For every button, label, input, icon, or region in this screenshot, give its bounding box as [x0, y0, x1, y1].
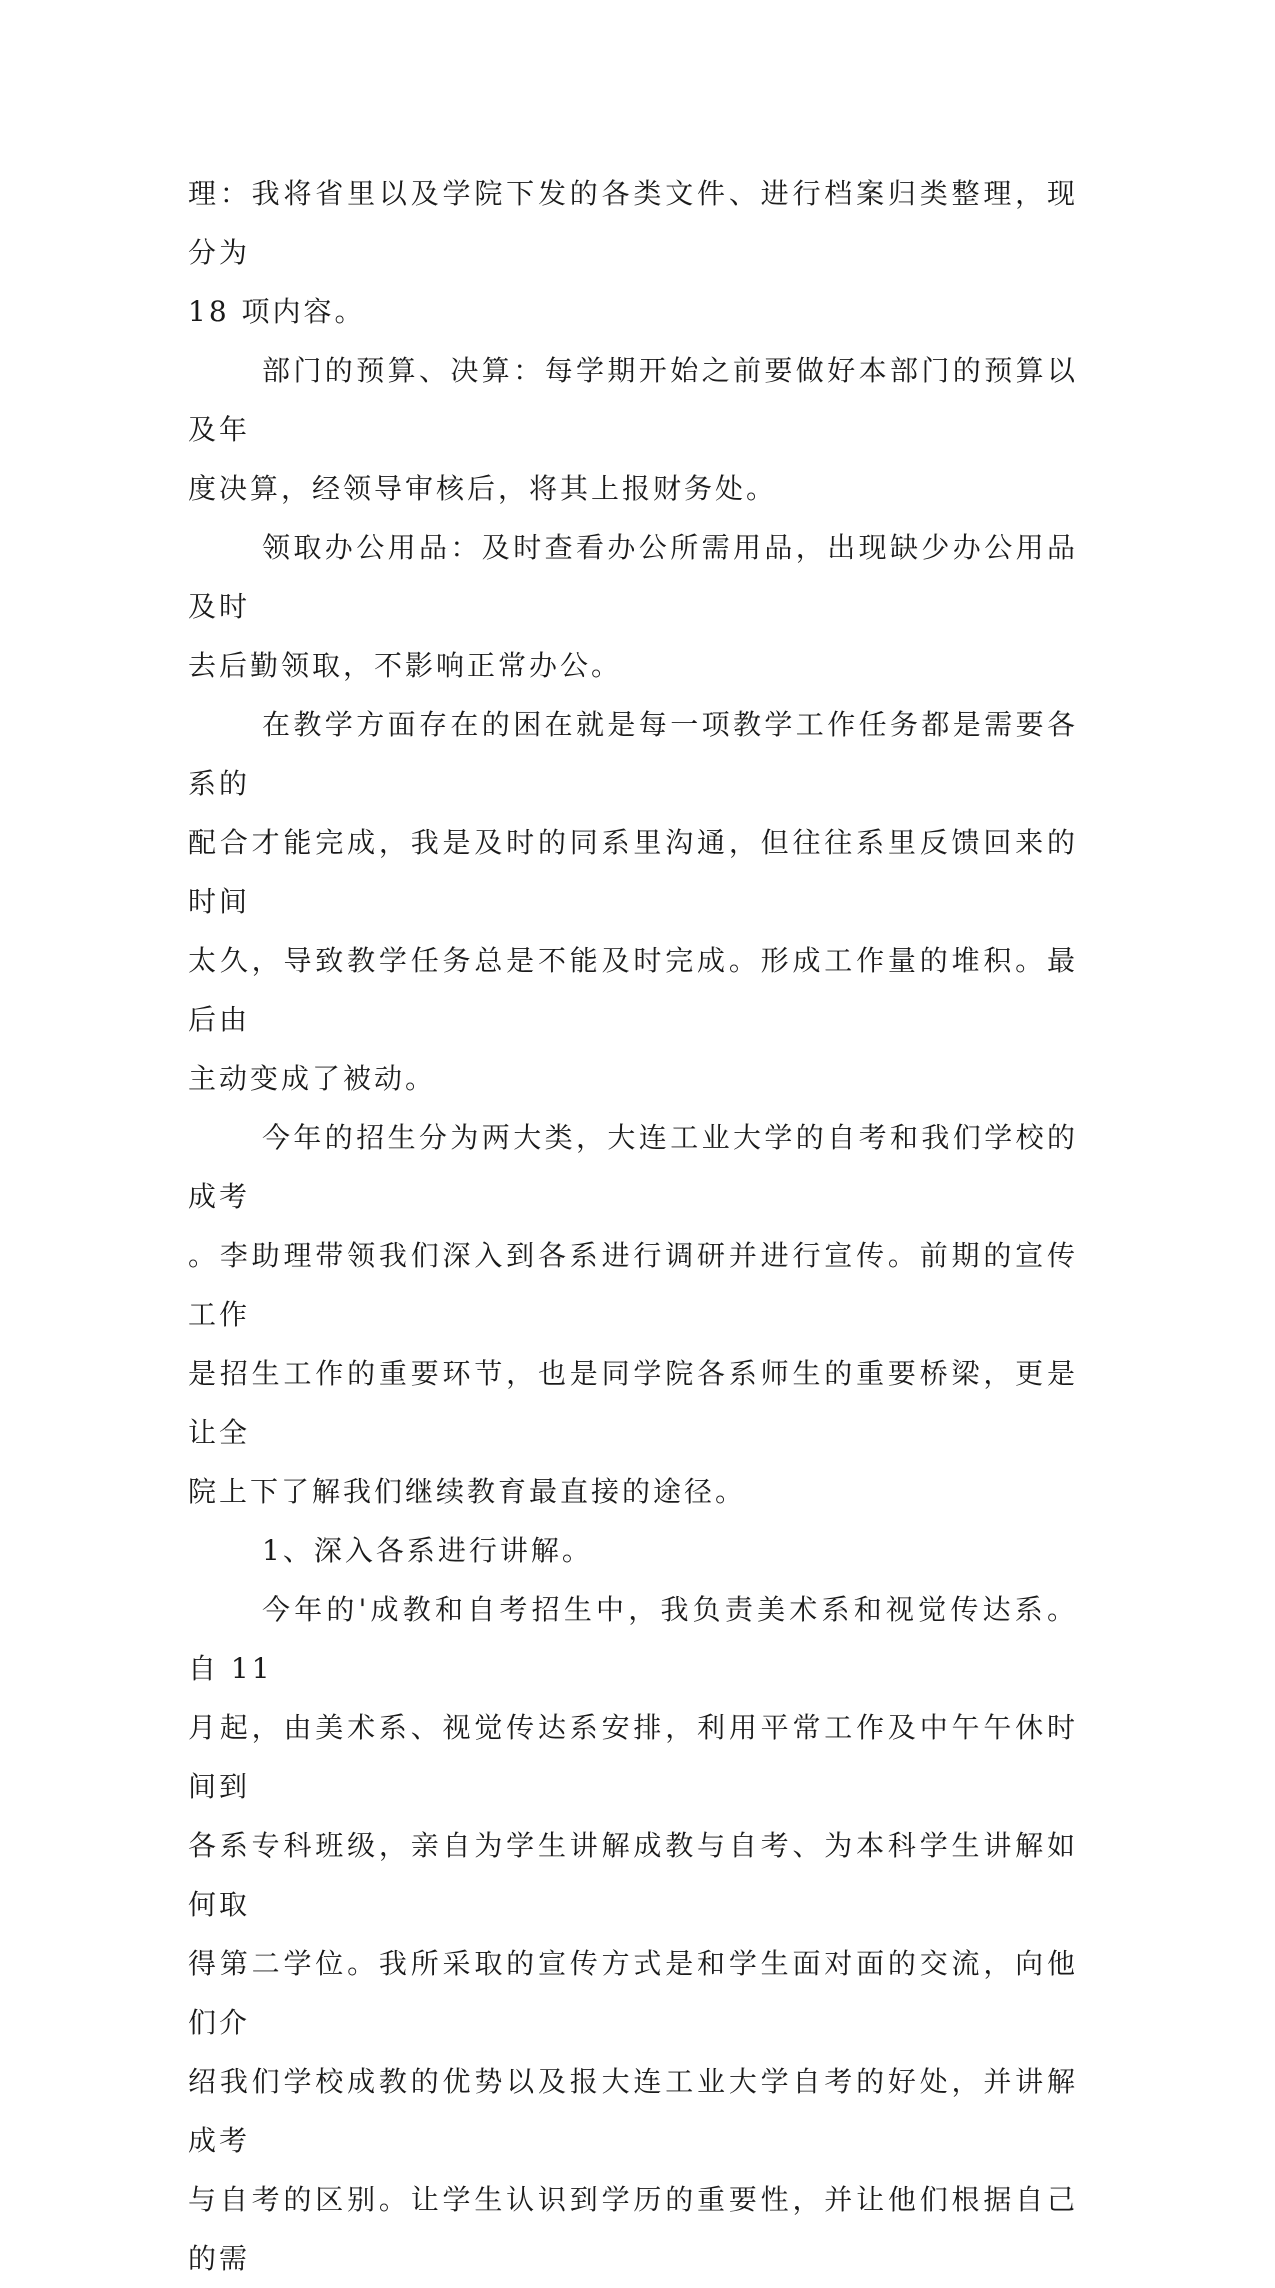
text-line: 理：我将省里以及学院下发的各类文件、进行档案归类整理，现分为: [188, 177, 1078, 269]
text-line: 度决算，经领导审核后，将其上报财务处。: [188, 472, 778, 505]
text-line: 院上下了解我们继续教育最直接的途径。: [188, 1475, 747, 1508]
paragraph: [188, 695, 1078, 1108]
paragraph: [188, 1108, 1078, 1521]
text-line: 与自考的区别。让学生认识到学历的重要性，并让他们根据自己的需: [188, 2183, 1078, 2275]
text-line: 今年的招生分为两大类，大连工业大学的自考和我们学校的成考: [188, 1121, 1078, 1213]
text-line: 得第二学位。我所采取的宣传方式是和学生面对面的交流，向他们介: [188, 1947, 1078, 2039]
document-body: [188, 164, 1078, 2288]
paragraph: [188, 1580, 1078, 2288]
paragraph: [188, 1521, 1078, 1580]
text-line: 。李助理带领我们深入到各系进行调研并进行宣传。前期的宣传工作: [188, 1239, 1078, 1331]
text-line: 1、深入各系进行讲解。: [262, 1534, 593, 1567]
text-line: 部门的预算、决算：每学期开始之前要做好本部门的预算以及年: [188, 354, 1078, 446]
text-line: 在教学方面存在的困在就是每一项教学工作任务都是需要各系的: [188, 708, 1078, 800]
paragraph: [188, 341, 1078, 518]
text-line: 是招生工作的重要环节，也是同学院各系师生的重要桥梁，更是让全: [188, 1357, 1078, 1449]
text-line: 今年的'成教和自考招生中，我负责美术系和视觉传达系。自 11: [188, 1593, 1078, 1685]
text-line: 配合才能完成，我是及时的同系里沟通，但往往系里反馈回来的时间: [188, 826, 1078, 918]
text-line: 领取办公用品：及时查看办公所需用品，出现缺少办公用品及时: [188, 531, 1078, 623]
text-line: 主动变成了被动。: [188, 1062, 437, 1095]
text-line: 月起，由美术系、视觉传达系安排，利用平常工作及中午午休时间到: [188, 1711, 1078, 1803]
paragraph: [188, 164, 1078, 341]
text-line: 太久，导致教学任务总是不能及时完成。形成工作量的堆积。最后由: [188, 944, 1078, 1036]
paragraph: [188, 518, 1078, 695]
text-line: 各系专科班级，亲自为学生讲解成教与自考、为本科学生讲解如何取: [188, 1829, 1078, 1921]
text-line: 去后勤领取，不影响正常办公。: [188, 649, 623, 682]
text-line: 绍我们学校成教的优势以及报大连工业大学自考的好处，并讲解成考: [188, 2065, 1078, 2157]
text-line: 18 项内容。: [188, 295, 366, 328]
